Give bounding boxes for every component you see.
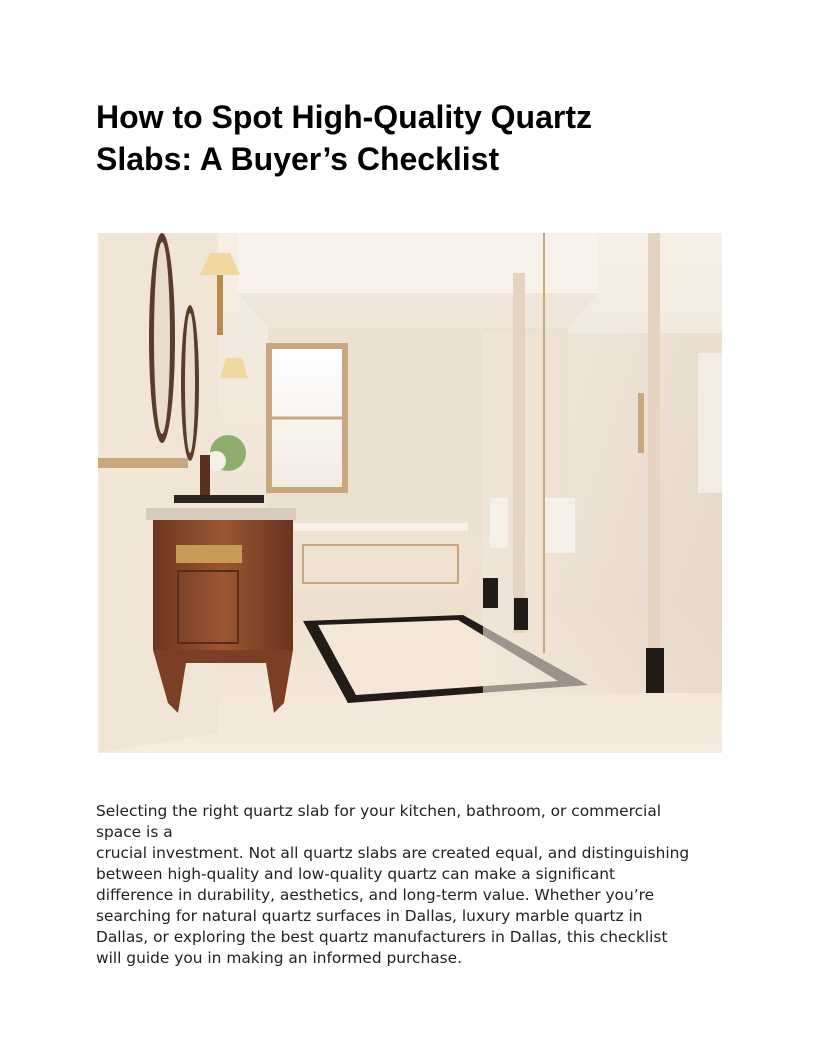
intro-line: space is a — [96, 823, 173, 841]
intro-line: difference in durability, aesthetics, and long-term value. Whether you’re — [96, 886, 655, 904]
intro-line: will guide you in making an informed purchase. — [96, 949, 463, 967]
hero-image — [98, 233, 722, 753]
intro-line: searching for natural quartz surfaces in Dallas, luxury marble quartz in — [96, 907, 643, 925]
intro-line: Dallas, or exploring the best quartz manufacturers in Dallas, this checklist — [96, 928, 668, 946]
article-title-line: Slabs: A Buyer’s Checklist — [96, 141, 500, 177]
intro-line: between high-quality and low-quality quartz can make a significant — [96, 865, 616, 883]
article-title-line: How to Spot High-Quality Quartz — [96, 99, 592, 135]
intro-line: Selecting the right quartz slab for your kitchen, bathroom, or commercial — [96, 802, 662, 820]
bathroom-illustration — [98, 233, 722, 753]
intro-paragraph — [96, 801, 736, 969]
article-title — [96, 96, 736, 180]
intro-line: crucial investment. Not all quartz slabs are created equal, and distinguishing — [96, 844, 690, 862]
